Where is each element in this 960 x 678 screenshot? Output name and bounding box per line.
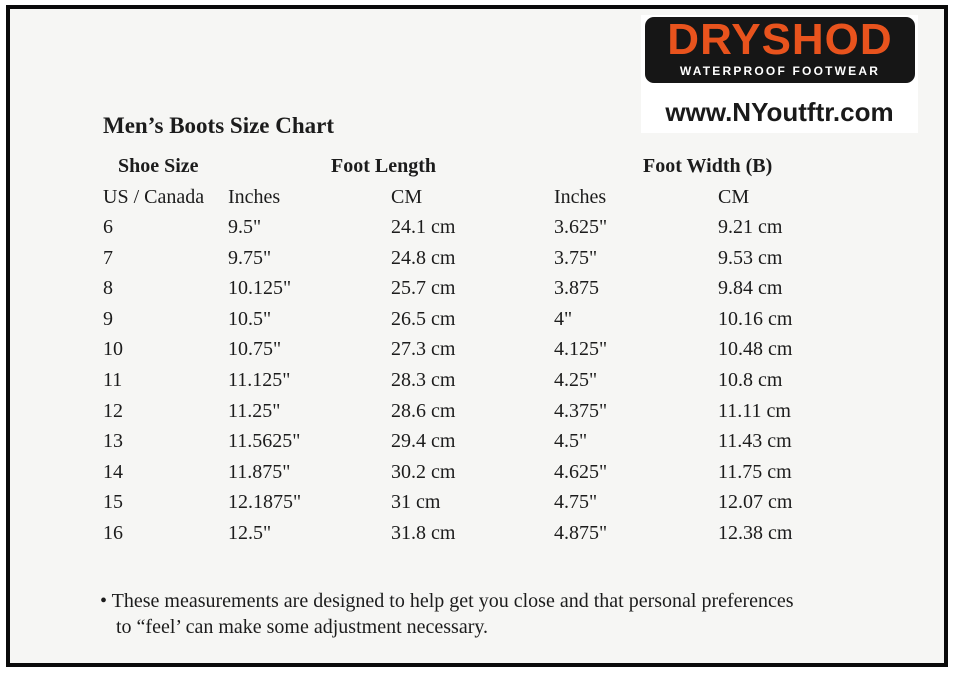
subheader-length-cm: CM (391, 186, 423, 208)
cell-us-size: 8 (103, 277, 113, 300)
cell-us-size: 13 (103, 430, 123, 453)
subheader-us-canada: US / Canada (103, 186, 205, 208)
table-row (0, 338, 960, 369)
cell-width-cm: 10.8 cm (718, 368, 783, 391)
cell-length-cm: 28.3 cm (391, 368, 456, 391)
logo-website: www.NYoutftr.com (665, 97, 894, 127)
cell-us-size: 9 (103, 307, 113, 330)
cell-width-inches: 4.375" (554, 399, 608, 422)
logo-tagline: WATERPROOF FOOTWEAR (679, 64, 881, 78)
cell-width-inches: 4.875" (554, 521, 608, 544)
cell-length-inches: 9.75" (228, 246, 272, 269)
cell-length-cm: 31 cm (391, 491, 441, 514)
cell-width-cm: 12.07 cm (718, 491, 793, 514)
cell-length-cm: 29.4 cm (391, 430, 456, 453)
table-row (0, 522, 960, 553)
cell-length-inches: 11.25" (228, 399, 281, 422)
subheader-width-cm: CM (718, 186, 750, 208)
cell-width-inches: 3.75" (554, 246, 598, 269)
cell-width-cm: 9.84 cm (718, 277, 783, 300)
logo-brand-name: DRYSHOD (667, 15, 893, 64)
cell-width-cm: 12.38 cm (718, 521, 793, 544)
cell-length-inches: 11.875" (228, 460, 291, 483)
cell-width-inches: 3.625" (554, 216, 608, 238)
cell-us-size: 14 (103, 460, 123, 483)
cell-length-inches: 10.125" (228, 277, 292, 300)
logo-badge (645, 17, 915, 83)
cell-width-cm: 10.16 cm (718, 307, 793, 330)
cell-us-size: 12 (103, 399, 123, 422)
cell-width-inches: 4.125" (554, 338, 608, 361)
cell-us-size: 15 (103, 491, 123, 514)
cell-width-inches: 4.5" (554, 430, 588, 453)
cell-us-size: 7 (103, 246, 113, 269)
table-row (0, 400, 960, 431)
cell-length-cm: 30.2 cm (391, 460, 456, 483)
cell-width-cm: 11.11 cm (718, 399, 791, 422)
cell-width-inches: 4.25" (554, 368, 598, 391)
size-table-body (0, 216, 960, 553)
cell-length-cm: 27.3 cm (391, 338, 456, 361)
cell-width-cm: 9.53 cm (718, 246, 783, 269)
cell-width-cm: 10.48 cm (718, 338, 793, 361)
cell-us-size: 6 (103, 216, 113, 238)
footnote-line-2: to “feel’ can make some adjustment necessary. (116, 616, 489, 638)
subheader-width-inches: Inches (554, 186, 607, 208)
subheader-length-inches: Inches (228, 186, 281, 208)
table-row (0, 247, 960, 278)
table-row (0, 491, 960, 522)
footnote-line-1: • These measurements are designed to help get you close and that personal preferences (100, 590, 794, 612)
cell-length-inches: 11.125" (228, 368, 291, 391)
header-shoe-size: Shoe Size (118, 155, 199, 177)
cell-length-cm: 31.8 cm (391, 521, 456, 544)
cell-length-inches: 12.1875" (228, 491, 302, 514)
cell-us-size: 11 (103, 368, 123, 391)
cell-width-inches: 4.75" (554, 491, 598, 514)
brand-logo (641, 15, 918, 133)
cell-us-size: 16 (103, 521, 123, 544)
cell-width-cm: 11.43 cm (718, 430, 792, 453)
cell-length-cm: 28.6 cm (391, 399, 456, 422)
cell-length-inches: 9.5" (228, 216, 262, 238)
cell-width-cm: 11.75 cm (718, 460, 792, 483)
cell-length-inches: 12.5" (228, 521, 272, 544)
table-row (0, 461, 960, 492)
table-row (0, 369, 960, 400)
cell-length-cm: 26.5 cm (391, 307, 456, 330)
cell-length-inches: 10.75" (228, 338, 282, 361)
cell-length-inches: 10.5" (228, 307, 272, 330)
table-row (0, 216, 960, 247)
cell-width-inches: 4" (554, 307, 573, 330)
cell-width-inches: 3.875 (554, 277, 599, 300)
cell-width-inches: 4.625" (554, 460, 608, 483)
header-foot-length: Foot Length (331, 155, 436, 177)
cell-us-size: 10 (103, 338, 123, 361)
chart-title: Men’s Boots Size Chart (103, 113, 335, 138)
header-foot-width: Foot Width (B) (643, 155, 773, 177)
table-row (0, 308, 960, 339)
cell-length-cm: 25.7 cm (391, 277, 456, 300)
cell-width-cm: 9.21 cm (718, 216, 783, 238)
table-row (0, 277, 960, 308)
cell-length-cm: 24.8 cm (391, 246, 456, 269)
cell-length-cm: 24.1 cm (391, 216, 456, 238)
footnote (100, 588, 794, 640)
table-row (0, 430, 960, 461)
cell-length-inches: 11.5625" (228, 430, 301, 453)
